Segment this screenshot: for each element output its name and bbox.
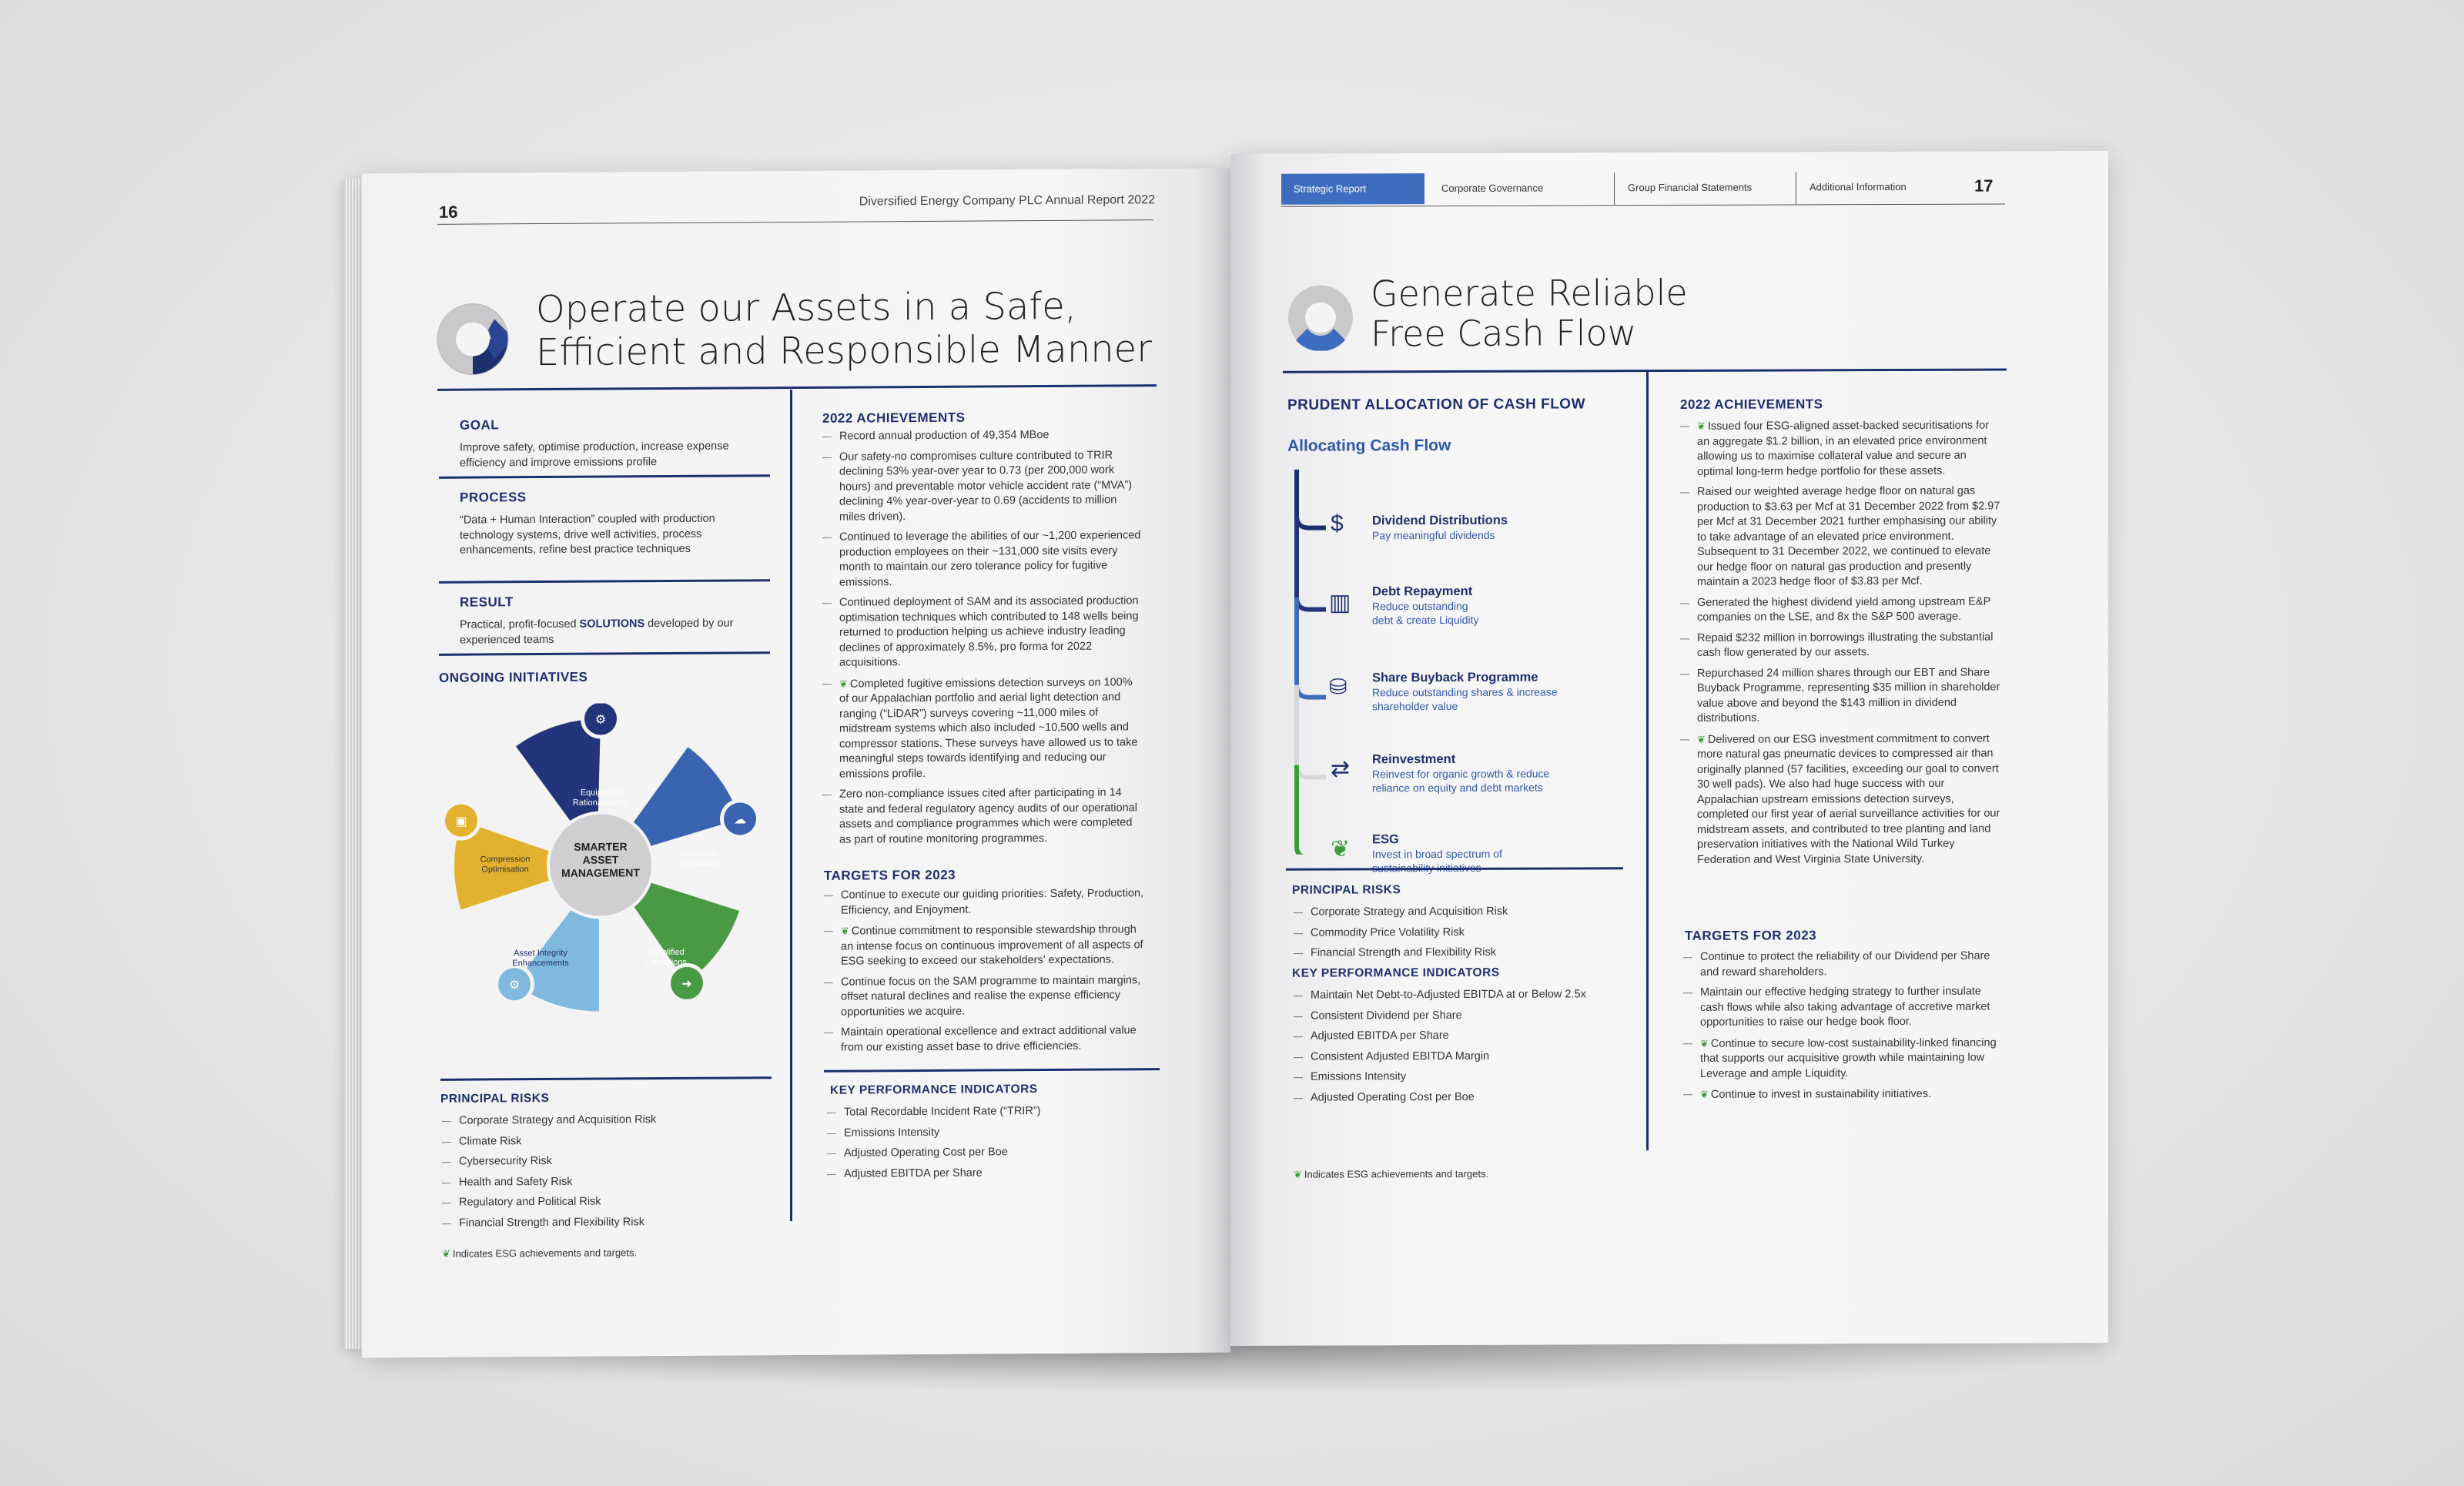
reinvest-arrows-icon: ⇄ bbox=[1331, 756, 1351, 782]
target-text: Continue commitment to responsible stewardship through an intense focus on continuous improvement of all aspects of ESG seeking to exceed our stakeholders' expectations. bbox=[841, 923, 1143, 968]
coins-icon: ⛁ bbox=[1329, 674, 1348, 699]
result-heading: RESULT bbox=[460, 594, 514, 610]
result-text bbox=[460, 616, 768, 648]
targets-heading-right: TARGETS FOR 2023 bbox=[1685, 928, 1817, 943]
risk-item: — Health and Safety Risk bbox=[442, 1173, 765, 1190]
risk-item: — Cybersecurity Risk bbox=[442, 1153, 765, 1170]
title-rule-right bbox=[1283, 368, 2007, 373]
target-item: — Maintain operational excellence and extract additional value from our existing asset base to drive efficiencies. bbox=[824, 1023, 1147, 1056]
tab-strategic-report[interactable]: Strategic Report bbox=[1281, 173, 1424, 205]
dollar-icon: $ bbox=[1331, 510, 1344, 537]
risk-item: — Financial Strength and Flexibility Risk bbox=[1294, 945, 1617, 961]
ongoing-heading: ONGOING INITIATIVES bbox=[439, 669, 588, 685]
esg-note-right bbox=[1294, 1168, 1488, 1181]
targets-heading: TARGETS FOR 2023 bbox=[824, 867, 956, 883]
achievement-item: — Continued deployment of SAM and its associated production optimisation techniques which contributed to 148 wells being returned to production helping us achieve industry leading declines of approximately 8.5%, pro forma for 2022 acquisitions. bbox=[822, 594, 1144, 671]
right-page bbox=[1230, 151, 2108, 1346]
cash-flow-ladder bbox=[1287, 468, 1626, 862]
target-item: — Continue to protect the reliability of our Dividend per Share and reward shareholders. bbox=[1683, 949, 2007, 979]
risk-item: — Financial Strength and Flexibility Risk bbox=[442, 1214, 765, 1231]
achievement-item-esg bbox=[1680, 417, 2004, 479]
leaf-icon: ❦ bbox=[839, 678, 848, 690]
target-icon-right bbox=[1287, 284, 1354, 350]
leaf-icon: ❦ bbox=[442, 1247, 450, 1260]
leaf-icon: ❦ bbox=[1697, 733, 1706, 745]
target-item-esg bbox=[1683, 1035, 2007, 1082]
principal-risks-list-right bbox=[1294, 904, 1617, 966]
flow-title: Share Buyback Programme bbox=[1372, 670, 1538, 685]
achievement-item: — Zero non-compliance issues cited after participating in 14 state and federal regulatory agency audits of our operational assets and compliance programmes which were completed as part of routine monitoring programmes. bbox=[822, 785, 1144, 848]
achievement-item: — Generated the highest dividend yield among upstream E&P companies on the LSE, and 8x the S&P 500 average. bbox=[1680, 594, 2004, 625]
allocating-heading: Allocating Cash Flow bbox=[1287, 436, 1451, 455]
flow-item-dividend bbox=[1372, 514, 1508, 543]
prudent-heading: PRUDENT ALLOCATION OF CASH FLOW bbox=[1287, 396, 1586, 413]
title-line-2: Free Cash Flow bbox=[1371, 312, 1637, 355]
kpi-item: — Emissions Intensity bbox=[1294, 1069, 1617, 1085]
kpi-item: — Consistent Adjusted EBITDA Margin bbox=[1294, 1049, 1617, 1065]
header-rule bbox=[437, 219, 1153, 225]
flow-sub: shareholder value bbox=[1372, 699, 1458, 713]
process-rule bbox=[439, 579, 770, 584]
esg-note-text: Indicates ESG achievements and targets. bbox=[1304, 1167, 1489, 1180]
leaf-icon: ❦ bbox=[841, 925, 849, 937]
target-item: — Continue focus on the SAM programme to maintain margins, offset natural declines and realise the expense efficiency opportunities we acquire. bbox=[824, 973, 1147, 1020]
esg-note-text: Indicates ESG achievements and targets. bbox=[452, 1247, 638, 1260]
risk-item: — Commodity Price Volatility Risk bbox=[1294, 925, 1617, 941]
goal-heading: GOAL bbox=[460, 417, 500, 433]
result-solutions: SOLUTIONS bbox=[579, 617, 645, 631]
principal-risks-heading: PRINCIPAL RISKS bbox=[440, 1091, 550, 1106]
target-text: Continue to secure low-cost sustainability-linked financing that supports our acquisitive growth while maintaining low Leverage and ample Liquidity. bbox=[1700, 1036, 1997, 1080]
achievements-heading-right: 2022 ACHIEVEMENTS bbox=[1680, 397, 1823, 412]
targets-list-right bbox=[1683, 949, 2007, 1108]
leaf-icon: ❦ bbox=[1294, 1168, 1302, 1180]
kpi-list bbox=[827, 1103, 1150, 1187]
flow-item-buyback bbox=[1372, 671, 1557, 714]
flow-sub: reliance on equity and debt markets bbox=[1372, 781, 1543, 795]
target-item-esg bbox=[1683, 1086, 2007, 1103]
tab-corporate-governance[interactable]: Corporate Governance bbox=[1441, 182, 1544, 195]
flow-sub: Invest in broad spectrum of bbox=[1372, 847, 1502, 861]
title-rule bbox=[437, 384, 1157, 391]
target-item: — Maintain our effective hedging strategy to further insulate cash flows while also taking advantage of accretive market opportunities to raise our hedge book floor. bbox=[1683, 984, 2007, 1030]
result-rule bbox=[439, 651, 770, 656]
segment-label-equipment: Equipment Rationalisation bbox=[572, 788, 629, 808]
achievements-list bbox=[822, 427, 1144, 853]
svg-text:⚙: ⚙ bbox=[508, 977, 521, 992]
target-text: Continue to invest in sustainability initiatives. bbox=[1710, 1087, 1932, 1101]
kpi-item: — Adjusted EBITDA per Share bbox=[827, 1165, 1150, 1182]
targets-list bbox=[824, 886, 1147, 1061]
flow-sub: Reinvest for organic growth & reduce bbox=[1372, 767, 1550, 781]
left-page bbox=[362, 169, 1230, 1358]
page-number-left: 16 bbox=[439, 202, 458, 222]
center-line-1: SMARTER bbox=[574, 840, 628, 853]
svg-text:☁: ☁ bbox=[734, 812, 746, 827]
target-item: — Continue to execute our guiding priorities: Safety, Production, Efficiency, and Enjoyment. bbox=[824, 886, 1147, 919]
result-text-end: developed by our experienced teams bbox=[460, 617, 734, 647]
page-title-right bbox=[1371, 273, 1688, 353]
process-heading: PROCESS bbox=[460, 490, 527, 505]
achievement-item-esg bbox=[1680, 731, 2004, 868]
risk-item: — Climate Risk bbox=[442, 1133, 765, 1150]
achievement-item: — Repaid $232 million in borrowings illustrating the substantial cash flow generated by our assets. bbox=[1680, 630, 2004, 661]
bar-chart-icon: ▥ bbox=[1329, 590, 1351, 616]
segment-label-emissions: Emissions Reduction bbox=[679, 848, 719, 869]
column-divider-right bbox=[1646, 371, 1649, 1150]
svg-text:▣: ▣ bbox=[455, 813, 467, 828]
kpi-item: — Total Recordable Incident Rate (“TRIR”) bbox=[827, 1103, 1150, 1120]
flow-title: Reinvestment bbox=[1372, 751, 1456, 767]
achievement-item: — Record annual production of 49,354 MBoe bbox=[822, 427, 1144, 444]
column-divider bbox=[790, 390, 792, 1221]
achievement-text: Issued four ESG-aligned asset-backed securitisations for an aggregate $1.2 billion, in an elevated price environment allowing us to maximise collateral value and secure an optimal long-term hedge portfolio for these assets. bbox=[1697, 419, 1990, 478]
wheel-segment-equipment bbox=[514, 702, 645, 831]
title-line-2: Efficient and Responsible Manner bbox=[536, 327, 1152, 375]
smarter-asset-wheel bbox=[439, 702, 762, 1028]
section-tabs bbox=[1281, 171, 2005, 206]
achievements-heading: 2022 ACHIEVEMENTS bbox=[822, 410, 966, 426]
title-line-1: Operate our Assets in a Safe, bbox=[536, 284, 1077, 332]
goal-rule bbox=[439, 474, 770, 479]
kpi-item: — Adjusted Operating Cost per Boe bbox=[1294, 1089, 1617, 1106]
tab-group-financial-statements[interactable]: Group Financial Statements bbox=[1628, 181, 1753, 194]
flow-sub: Reduce outstanding bbox=[1372, 599, 1468, 613]
leaf-icon: ❦ bbox=[1697, 420, 1706, 432]
principal-risks-heading-right: PRINCIPAL RISKS bbox=[1292, 883, 1401, 897]
kpi-item: — Adjusted Operating Cost per Boe bbox=[827, 1144, 1150, 1161]
flow-title: Debt Repayment bbox=[1372, 584, 1473, 599]
flow-item-debt bbox=[1372, 584, 1479, 627]
risk-item: — Corporate Strategy and Acquisition Risk bbox=[1294, 904, 1617, 920]
process-text: “Data + Human Interaction” coupled with production technology systems, drive well activities, process enhancements, refine best practice techniques bbox=[460, 512, 715, 557]
page-number-right: 17 bbox=[1974, 176, 1994, 196]
kpi-heading-right: KEY PERFORMANCE INDICATORS bbox=[1292, 966, 1500, 980]
flow-sub: debt & create Liquidity bbox=[1372, 613, 1479, 627]
achievement-item: — Continued to leverage the abilities of our ~1,200 experienced production employees on their ~131,000 site visits every month to maintain our zero tolerance policy for fugitive emissions. bbox=[822, 528, 1144, 591]
achievement-item: — Our safety-no compromises culture contributed to TRIR declining 53% year-over year to 0.73 (per 200,000 work hours) and preventable motor vehicle accident rate (“MVA”) declining 4% year-over-year to 0.69 (accidents to million miles driven). bbox=[822, 448, 1144, 525]
segment-label-simplified: Simplified Operations bbox=[645, 947, 687, 968]
kpi-heading: KEY PERFORMANCE INDICATORS bbox=[830, 1083, 1038, 1097]
flow-title: ESG bbox=[1372, 832, 1399, 847]
result-text-start: Practical, profit-focused bbox=[460, 617, 580, 631]
kpi-item: — Consistent Dividend per Share bbox=[1294, 1008, 1617, 1024]
leaf-icon: ❦ bbox=[1700, 1088, 1709, 1100]
risk-item: — Corporate Strategy and Acquisition Risk bbox=[442, 1112, 765, 1129]
svg-text:➜: ➜ bbox=[681, 976, 692, 991]
center-line-3: MANAGEMENT bbox=[561, 866, 640, 879]
title-line-1: Generate Reliable bbox=[1371, 271, 1688, 315]
svg-text:⚙: ⚙ bbox=[594, 711, 607, 727]
achievement-item: — Raised our weighted average hedge floor on natural gas production to $3.63 per Mcf at 31 December 2022 from $2.97 per Mcf at 31 December 2021 further emphasising our ability to take advantage of an elevated price environment. Subsequent to 31 December 2022, we continued to elevate our hedge floor on natural gas production and presently maintain a 2023 hedge floor of $3.83 per Mcf. bbox=[1680, 484, 2004, 590]
segment-label-asset-integrity: Asset Integrity Enhancements bbox=[512, 948, 569, 969]
target-item-esg bbox=[824, 922, 1147, 969]
achievement-item: — Repurchased 24 million shares through our EBT and Share Buyback Programme, representing $35 million in shareholder value above and beyond the $143 million in dividend distributions. bbox=[1680, 665, 2004, 726]
achievement-item-esg bbox=[822, 674, 1144, 782]
principal-risks-list bbox=[442, 1112, 765, 1237]
achievements-list-right bbox=[1680, 417, 2004, 872]
risk-item: — Regulatory and Political Risk bbox=[442, 1193, 765, 1210]
esg-note-left bbox=[442, 1247, 637, 1260]
achievement-text: Completed fugitive emissions detection surveys on 100% of our Appalachian portfolio and aerial light detection and ranging (“LiDAR”) surveys covering ~11,000 miles of midstream systems which also included ~10,500 wells and compressor stations. These surveys have allowed us to take meaningful steps towards identifying and reducing our emissions profile. bbox=[839, 675, 1138, 781]
report-header: Diversified Energy Company PLC Annual Report 2022 bbox=[859, 193, 1155, 209]
goal-text: Improve safety, optimise production, increase expense efficiency and improve emissions profile bbox=[460, 440, 729, 470]
tab-additional-information[interactable]: Additional Information bbox=[1810, 180, 1907, 193]
kpi-rule bbox=[824, 1068, 1160, 1073]
flow-sub: Pay meaningful dividends bbox=[1372, 528, 1495, 542]
kpi-item: — Maintain Net Debt-to-Adjusted EBITDA at or Below 2.5x bbox=[1294, 987, 1617, 1003]
kpi-list-right bbox=[1294, 987, 1617, 1110]
segment-label-compression: Compression Optimisation bbox=[480, 855, 531, 875]
risks-rule bbox=[440, 1076, 772, 1081]
kpi-item: — Emissions Intensity bbox=[827, 1124, 1150, 1141]
leaf-icon: ❦ bbox=[1700, 1037, 1709, 1049]
kpi-item: — Adjusted EBITDA per Share bbox=[1294, 1028, 1617, 1044]
achievement-text: Delivered on our ESG investment commitment to convert more natural gas pneumatic devices to compressed air than originally planned (57 facilities, exceeding our goal to convert 30 well pads). We also had huge success with our Appalachian upstream emissions detection surveys, completed our first year of aerial surveillance activities for our midstream assets, and contributed to tree planting and land preservation initiatives with the National Wild Turkey Federation and West Virginia State University. bbox=[1697, 732, 2000, 866]
leaf-icon: ❦ bbox=[1331, 836, 1351, 862]
flow-title: Dividend Distributions bbox=[1372, 513, 1508, 528]
flow-sub: Reduce outstanding shares & increase bbox=[1372, 685, 1558, 699]
page-title-left bbox=[536, 284, 1152, 374]
wheel-center-label bbox=[554, 840, 647, 880]
flow-item-reinvestment bbox=[1372, 752, 1549, 795]
center-line-2: ASSET bbox=[582, 853, 619, 866]
target-icon bbox=[436, 302, 510, 377]
